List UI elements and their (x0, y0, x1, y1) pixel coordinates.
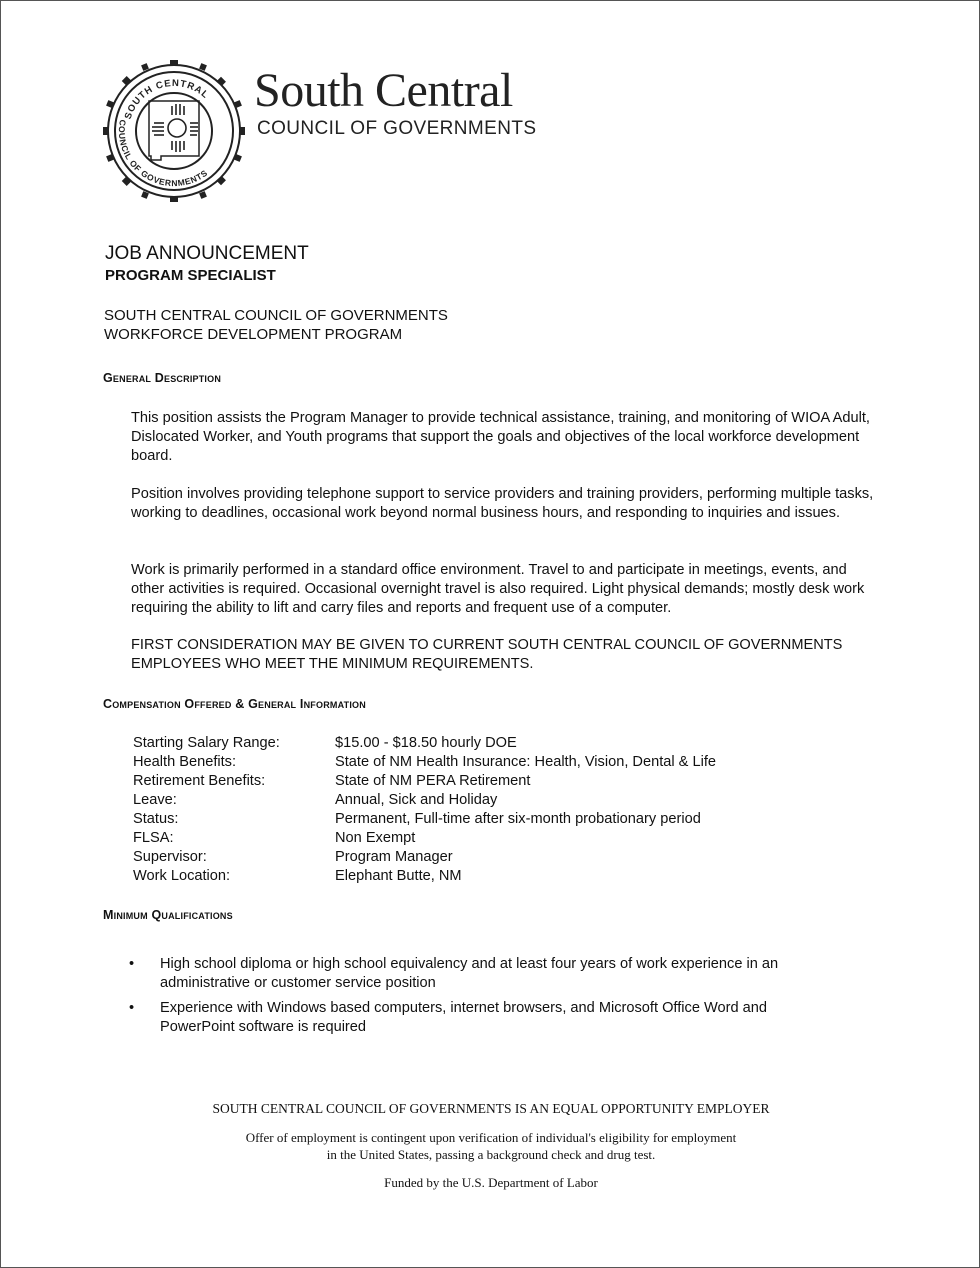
contingency-line-1: Offer of employment is contingent upon verification of individual's eligibility for employment (245, 1130, 737, 1145)
general-description-heading: General Description (103, 371, 222, 385)
org-line-1: SOUTH CENTRAL COUNCIL OF GOVERNMENTS (104, 307, 448, 324)
org-name: South Central (254, 64, 513, 117)
bullet-marker: • (129, 1000, 135, 1016)
description-paragraph: Work is primarily performed in a standard office environment. Travel to and participate in meetings, events, and other activities is required. Occasional overnight travel is also required. Light physical demands; mostly desk work requiring the ability to lift and carry files and reports and frequent use of a computer. (131, 562, 865, 616)
info-value: $15.00 - $18.50 hourly DOE (335, 735, 517, 751)
description-paragraph: This position assists the Program Manager to provide technical assistance, training, and monitoring of WIOA Adult, Dislocated Worker, and Youth programs that support the goals and objectives of the local workforce development board. (131, 410, 870, 464)
council-seal-logo (99, 56, 249, 206)
position-title: PROGRAM SPECIALIST (105, 267, 276, 284)
info-label: FLSA: (133, 830, 174, 846)
svg-text:SOUTH CENTRAL: SOUTH CENTRAL (122, 77, 211, 121)
qualification-item: Experience with Windows based computers, internet browsers, and Microsoft Office Word and PowerPoint software is required (160, 1000, 767, 1035)
info-value: State of NM PERA Retirement (335, 773, 531, 789)
compensation-heading: Compensation Offered & General Information (103, 697, 366, 711)
minimum-qualifications-heading: Minimum Qualifications (103, 908, 233, 922)
qualification-item: High school diploma or high school equivalency and at least four years of work experience in an administrative or customer service position (160, 956, 779, 991)
description-paragraph: Position involves providing telephone support to service providers and training providers, performing multiple tasks, working to deadlines, occasional work beyond normal business hours, and responding to inquiries and issues. (131, 486, 874, 521)
info-label: Status: (133, 811, 179, 827)
info-label: Supervisor: (133, 849, 207, 865)
info-label: Leave: (133, 792, 177, 808)
first-consideration-notice: FIRST CONSIDERATION MAY BE GIVEN TO CURRENT SOUTH CENTRAL COUNCIL OF GOVERNMENTS EMPLOYEES WHO MEET THE MINIMUM REQUIREMENTS. (131, 637, 843, 672)
info-value: Elephant Butte, NM (335, 868, 462, 884)
info-value: Program Manager (335, 849, 453, 865)
org-line-2: WORKFORCE DEVELOPMENT PROGRAM (104, 326, 403, 343)
bullet-marker: • (129, 956, 135, 972)
announcement-heading: JOB ANNOUNCEMENT (105, 243, 309, 264)
org-subtitle: COUNCIL OF GOVERNMENTS (257, 118, 537, 139)
info-label: Work Location: (133, 868, 231, 884)
contingency-line-2: in the United States, passing a background check and drug test. (326, 1147, 656, 1162)
info-value: State of NM Health Insurance: Health, Vision, Dental & Life (335, 754, 716, 770)
info-label: Health Benefits: (133, 754, 237, 770)
funding-statement: Funded by the U.S. Department of Labor (384, 1175, 598, 1190)
info-value: Annual, Sick and Holiday (335, 792, 498, 808)
svg-text:COUNCIL OF GOVERNMENTS: COUNCIL OF GOVERNMENTS (116, 118, 210, 189)
info-label: Retirement Benefits: (133, 773, 266, 789)
equal-opportunity-statement: SOUTH CENTRAL COUNCIL OF GOVERNMENTS IS AN EQUAL OPPORTUNITY EMPLOYER (212, 1101, 770, 1116)
info-value: Non Exempt (335, 830, 416, 846)
info-value: Permanent, Full-time after six-month probationary period (335, 811, 701, 827)
info-label: Starting Salary Range: (133, 735, 280, 751)
